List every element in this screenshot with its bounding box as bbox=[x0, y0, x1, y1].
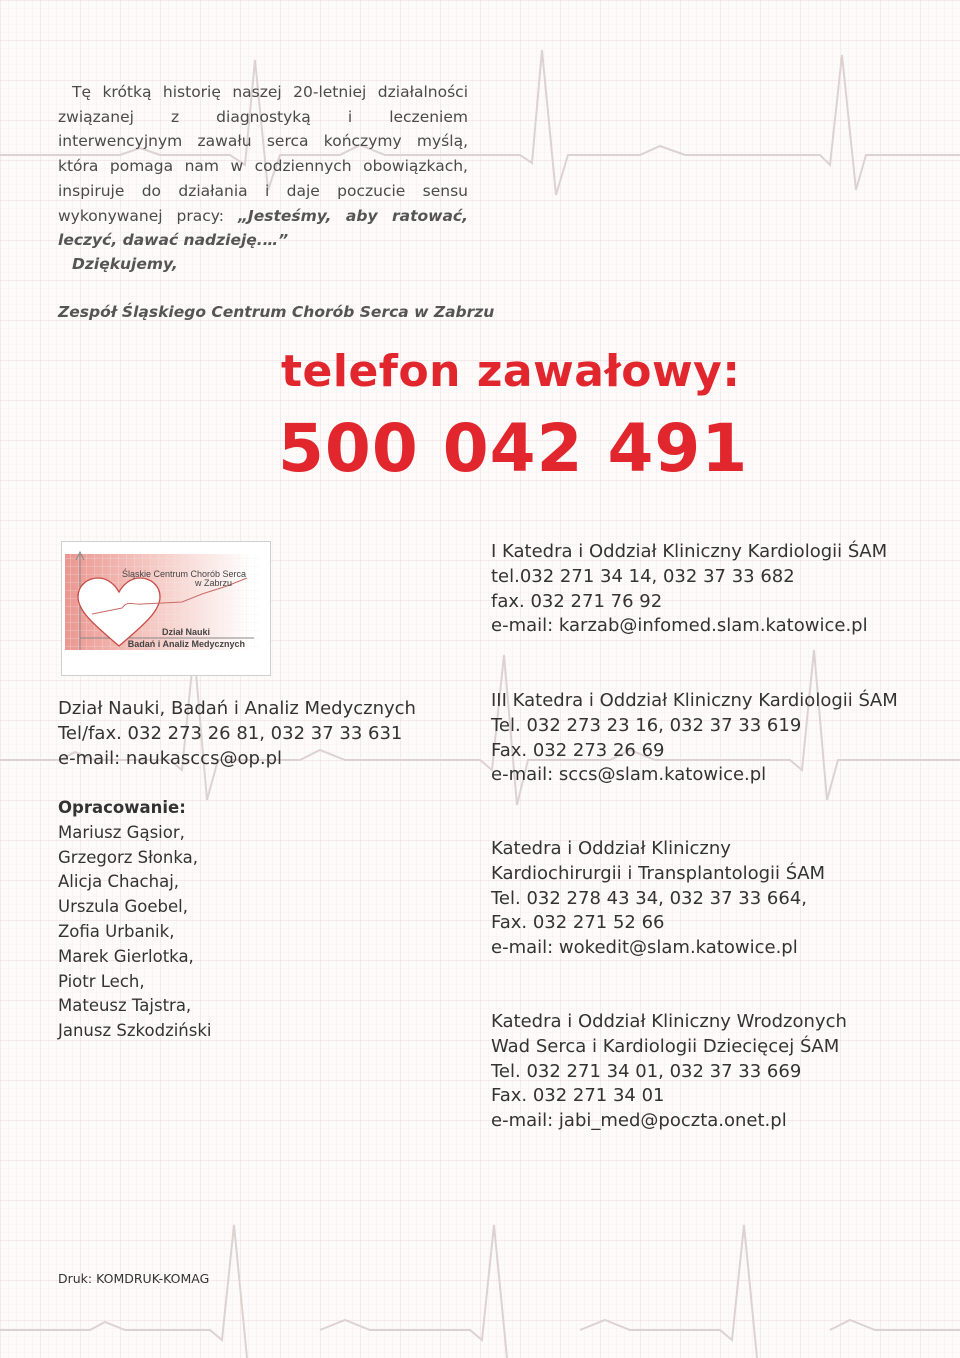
author-name: Mateusz Tajstra, bbox=[58, 996, 192, 1016]
author-name: Piotr Lech, bbox=[58, 971, 145, 991]
hotline-number: 500 042 491 bbox=[278, 410, 749, 487]
intro-quote: „Jesteśmy, aby ratować, leczyć, dawać nadzieję.…” bbox=[58, 206, 468, 250]
logo-line2: w Zabrzu bbox=[194, 578, 232, 588]
contact-name: I Katedra i Oddział Kliniczny Kardiologii ŚAM bbox=[491, 541, 888, 562]
team-signature: Zespół Śląskiego Centrum Chorób Serca w Zabrzu bbox=[58, 303, 495, 321]
contact-name: Kardiochirurgii i Transplantologii ŚAM bbox=[491, 862, 826, 884]
logo-line3: Dział Nauki bbox=[161, 627, 210, 637]
author-name: Marek Gierlotka, bbox=[58, 946, 194, 966]
author-name: Mariusz Gąsior, bbox=[58, 822, 185, 842]
author-name: Janusz Szkodziński bbox=[58, 1021, 212, 1041]
author-name: Grzegorz Słonka, bbox=[58, 847, 198, 867]
author-name: Zofia Urbanik, bbox=[58, 921, 175, 941]
contact-katedra-1 bbox=[491, 540, 887, 639]
contact-fax: Fax. 032 271 34 01 bbox=[491, 1085, 665, 1107]
contact-kardiochirurgia bbox=[491, 837, 825, 961]
contact-fax: fax. 032 271 76 92 bbox=[491, 590, 663, 612]
contact-katedra-3 bbox=[491, 689, 898, 788]
author-name: Alicja Chachaj, bbox=[58, 872, 180, 892]
contact-email: e-mail: naukasccs@op.pl bbox=[58, 747, 283, 769]
contact-name: Katedra i Oddział Kliniczny bbox=[491, 838, 731, 859]
intro-text: Tę krótką historię naszej 20-letniej działalności związanej z diagnostyką i leczeniem interwencyjnym zawału serca kończymy myślą, która pomaga nam w codziennych obowiązkach, inspiruje do działania i daje poczucie sensu wykonywanej pracy: bbox=[58, 83, 468, 225]
contact-email: e-mail: jabi_med@poczta.onet.pl bbox=[491, 1110, 787, 1132]
contact-phone: Tel. 032 278 43 34, 032 37 33 664, bbox=[491, 887, 807, 909]
intro-paragraph bbox=[58, 80, 468, 253]
contact-wrodzone-wady bbox=[491, 1010, 847, 1134]
hotline-label: telefon zawałowy: bbox=[281, 346, 741, 397]
contact-email: e-mail: sccs@slam.katowice.pl bbox=[491, 764, 767, 786]
contact-name: Katedra i Oddział Kliniczny Wrodzonych bbox=[491, 1011, 847, 1032]
contact-name: Wad Serca i Kardiologii Dziecięcej ŚAM bbox=[491, 1035, 840, 1057]
credits bbox=[58, 796, 212, 1044]
contact-email: e-mail: wokedit@slam.katowice.pl bbox=[491, 937, 798, 959]
logo-line4: Badań i Analiz Medycznych bbox=[127, 639, 245, 649]
author-name: Urszula Goebel, bbox=[58, 897, 189, 917]
contact-fax: Fax. 032 273 26 69 bbox=[491, 739, 665, 761]
credits-label: Opracowanie: bbox=[58, 798, 186, 817]
contact-email: e-mail: karzab@infomed.slam.katowice.pl bbox=[491, 615, 868, 637]
contact-fax: Fax. 032 271 52 66 bbox=[491, 912, 665, 934]
contact-name: III Katedra i Oddział Kliniczny Kardiologii ŚAM bbox=[491, 690, 898, 711]
print-credit: Druk: KOMDRUK-KOMAG bbox=[58, 1271, 210, 1286]
contact-phone: Tel/fax. 032 273 26 81, 032 37 33 631 bbox=[58, 722, 403, 744]
department-logo bbox=[61, 541, 271, 676]
contact-phone: Tel. 032 271 34 01, 032 37 33 669 bbox=[491, 1060, 802, 1082]
contact-phone: tel.032 271 34 14, 032 37 33 682 bbox=[491, 565, 795, 587]
contact-name: Dział Nauki, Badań i Analiz Medycznych bbox=[58, 698, 416, 719]
thanks-text: Dziękujemy, bbox=[72, 255, 178, 273]
logo-line1: Śląskie Centrum Chorób Serca bbox=[122, 569, 247, 579]
contact-dzial-nauki bbox=[58, 697, 416, 771]
contact-phone: Tel. 032 273 23 16, 032 37 33 619 bbox=[491, 714, 802, 736]
